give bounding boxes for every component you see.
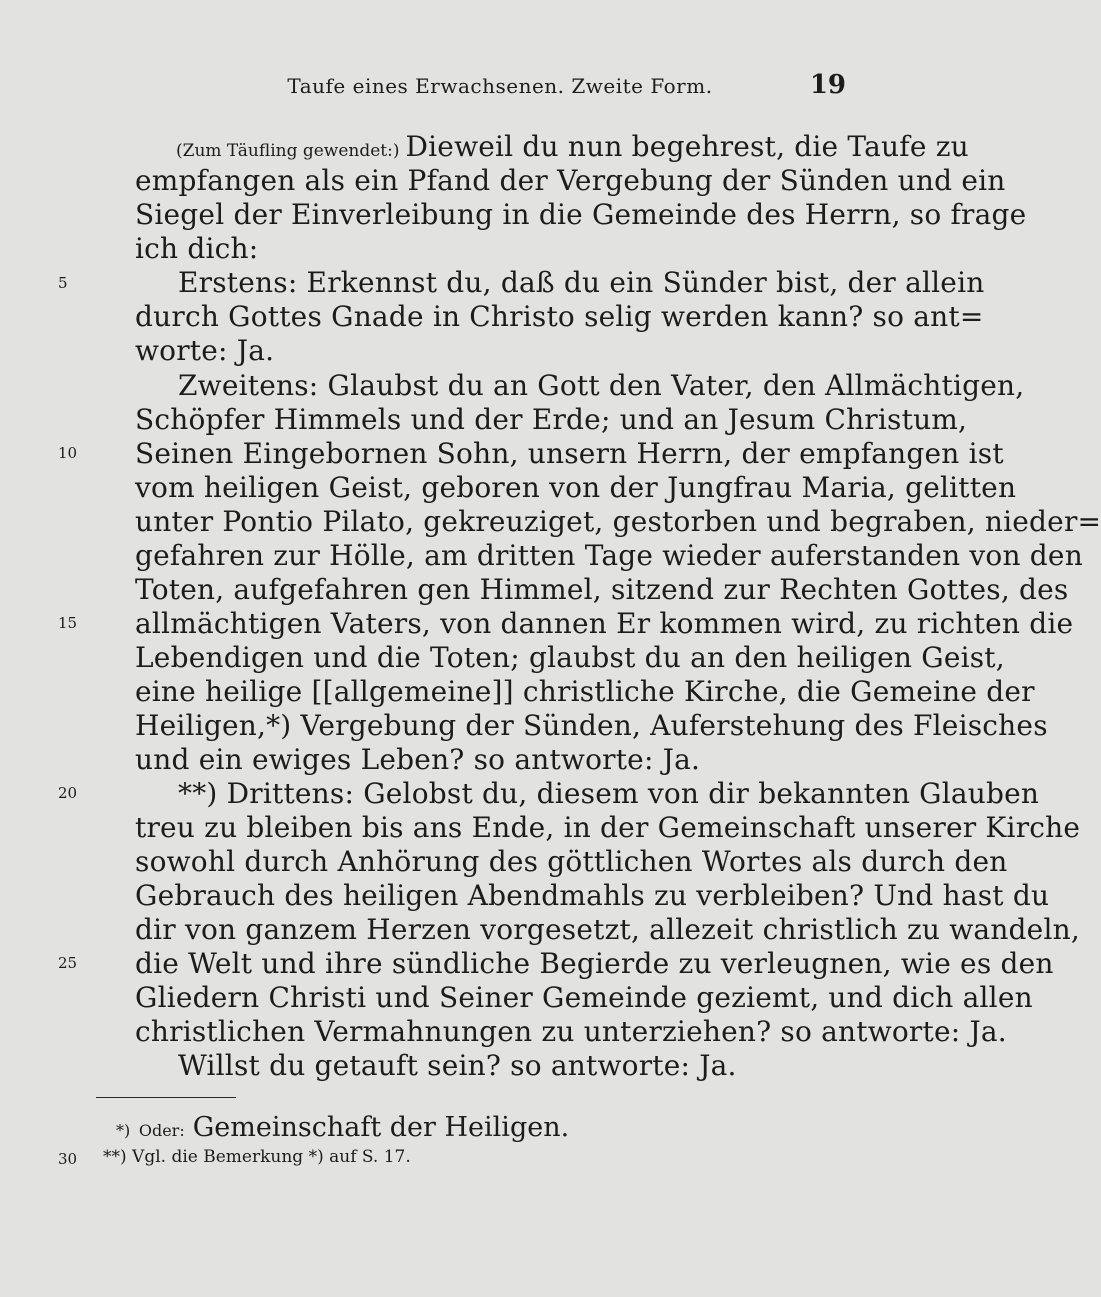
text-line: Heiligen,*) Vergebung der Sünden, Auferstehung des Fleisches [135,709,1048,742]
text-line: allmächtigen Vaters, von dannen Er kommen wird, zu richten die [135,607,1074,640]
footnote-1-text: Gemeinschaft der Heiligen. [192,1112,570,1143]
footnote-2: **) Vgl. die Bemerkung *) auf S. 17. [103,1147,411,1167]
footnote-rule [96,1097,236,1098]
text-line: Erstens: Erkennst du, daß du ein Sünder bist, der allein [178,266,985,299]
text-line: empfangen als ein Pfand der Vergebung der Sünden und ein [135,164,1006,197]
stage-direction: (Zum Täufling gewendet:) [176,141,400,161]
line-number: 15 [58,614,78,632]
footnote-1 [116,1112,569,1143]
text-line: ich dich: [135,232,259,265]
text-line: Seinen Eingebornen Sohn, unsern Herrn, der empfangen ist [135,437,1004,470]
line-number: 25 [58,954,78,972]
text-line: Schöpfer Himmels und der Erde; und an Jesum Christum, [135,403,968,436]
text-line: treu zu bleiben bis ans Ende, in der Gemeinschaft unserer Kirche [135,811,1081,844]
text-line: Willst du getauft sein? so antworte: Ja. [178,1049,737,1082]
text-line: **) Drittens: Gelobst du, diesem von dir bekannten Glauben [178,777,1040,810]
text-line: Lebendigen und die Toten; glaubst du an den heiligen Geist, [135,641,1005,674]
text-line: Gliedern Christi und Seiner Gemeinde geziemt, und dich allen [135,981,1033,1014]
text-line: sowohl durch Anhörung des göttlichen Wortes als durch den [135,845,1008,878]
footnote-mark: *) [116,1121,131,1140]
running-head: Taufe eines Erwachsenen. Zweite Form. [287,74,713,98]
text-line: unter Pontio Pilato, gekreuziget, gestorben und begraben, nieder= [135,505,1101,538]
line-number: 20 [58,784,78,802]
line-number: 30 [58,1150,78,1168]
text-line: die Welt und ihre sündliche Begierde zu verleugnen, wie es den [135,947,1054,980]
text-line: Toten, aufgefahren gen Himmel, sitzend zur Rechten Gottes, des [135,573,1069,606]
text-line: und ein ewiges Leben? so antworte: Ja. [135,743,701,776]
text-line: vom heiligen Geist, geboren von der Jungfrau Maria, gelitten [135,471,1017,504]
text-line: gefahren zur Hölle, am dritten Tage wieder auferstanden von den [135,539,1083,572]
text-line: worte: Ja. [135,334,275,367]
text-line [176,130,969,164]
text-line: Gebrauch des heiligen Abendmahls zu verbleiben? Und hast du [135,879,1050,912]
text-line-content: Dieweil du nun begehrest, die Taufe zu [405,130,969,163]
line-number: 5 [58,274,68,292]
text-line: durch Gottes Gnade in Christo selig werden kann? so ant= [135,300,984,333]
text-line: eine heilige [[allgemeine]] christliche Kirche, die Gemeine der [135,675,1035,708]
line-number: 10 [58,444,78,462]
text-line: dir von ganzem Herzen vorgesetzt, allezeit christlich zu wandeln, [135,913,1080,946]
page-number: 19 [809,70,846,100]
text-line: christlichen Vermahnungen zu unterziehen? so antworte: Ja. [135,1015,1007,1048]
footnote-or: Oder: [138,1121,185,1140]
text-line: Siegel der Einverleibung in die Gemeinde des Herrn, so frage [135,198,1027,231]
text-line: Zweitens: Glaubst du an Gott den Vater, den Allmächtigen, [178,369,1025,402]
